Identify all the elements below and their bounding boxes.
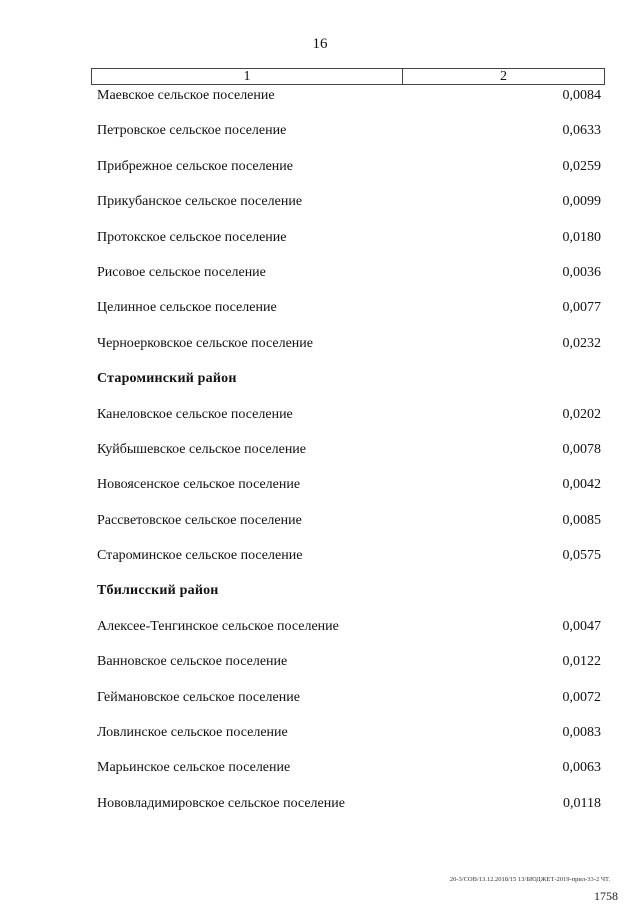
settlement-value: 0,0575 [562,548,601,564]
district-heading-row [97,370,601,405]
settlement-value: 0,0202 [562,406,601,422]
settlement-value: 0,0084 [562,88,601,103]
table-row [97,759,601,794]
settlement-value: 0,0118 [563,795,601,811]
settlement-value: 0,0078 [562,441,601,457]
table-row [97,512,601,547]
settlement-value: 0,0099 [562,194,601,210]
table-row [97,618,601,653]
table-row [97,689,601,724]
settlement-name: Новоясенское сельское поселение [97,477,301,493]
settlement-value: 0,0063 [562,760,601,776]
settlement-value: 0,0085 [562,512,601,528]
settlement-value: 0,0072 [562,689,601,705]
settlement-value: 0,0180 [562,229,601,245]
settlement-value: 0,0633 [562,123,601,139]
table-row [97,122,601,157]
settlement-name: Куйбышевское сельское поселение [97,441,307,457]
settlement-name: Петровское сельское поселение [97,123,287,139]
table-row [97,335,601,370]
document-footer-code: 20-3/СОВ/13.12.2018/15 13/БЮДЖЕТ-2019-прил-33-2 ЧТ. [449,876,610,883]
district-name: Тбилисский район [97,583,219,599]
sheet-number: 1758 [594,889,618,903]
settlement-name: Прикубанское сельское поселение [97,194,303,210]
table-row [97,406,601,441]
table-row [97,795,601,830]
table-row [97,264,601,299]
table-row [97,299,601,334]
settlement-name: Черноерковское сельское поселение [97,335,313,351]
settlement-name: Геймановское сельское поселение [97,689,300,705]
settlement-value: 0,0077 [562,300,601,316]
page-number: 16 [312,36,328,52]
table-row [97,229,601,264]
settlement-name: Ловлинское сельское поселение [97,725,288,741]
settlement-name: Нововладимировское сельское поселение [97,795,345,811]
table-row [97,547,601,582]
settlement-name: Марьинское сельское поселение [97,760,291,776]
settlement-value: 0,0036 [562,264,601,280]
settlement-name: Староминское сельское поселение [97,548,303,564]
table-row [97,724,601,759]
column-header [91,68,605,85]
settlement-value: 0,0042 [562,477,601,493]
table-row [97,441,601,476]
column-header-2: 2 [500,69,507,84]
settlement-name: Протокское сельское поселение [97,229,287,245]
table-row [97,653,601,688]
table-body [97,87,601,830]
table-row [97,476,601,511]
settlement-name: Рисовое сельское поселение [97,264,266,280]
table-row [97,158,601,193]
district-name: Староминский район [97,371,237,387]
settlement-name: Рассветовское сельское поселение [97,512,302,528]
settlement-name: Ванновское сельское поселение [97,654,288,670]
settlement-name: Целинное сельское поселение [97,300,277,316]
column-header-1: 1 [92,69,403,84]
settlement-name: Алексее-Тенгинское сельское поселение [97,618,339,634]
table-row [97,193,601,228]
settlement-value: 0,0122 [562,654,601,670]
settlement-name: Маевское сельское поселение [97,88,275,103]
settlement-name: Прибрежное сельское поселение [97,158,293,174]
settlement-value: 0,0047 [562,618,601,634]
settlement-value: 0,0259 [562,158,601,174]
settlement-name: Канеловское сельское поселение [97,406,293,422]
settlement-value: 0,0232 [562,335,601,351]
table-row [97,87,601,122]
settlement-value: 0,0083 [562,725,601,741]
district-heading-row [97,582,601,617]
